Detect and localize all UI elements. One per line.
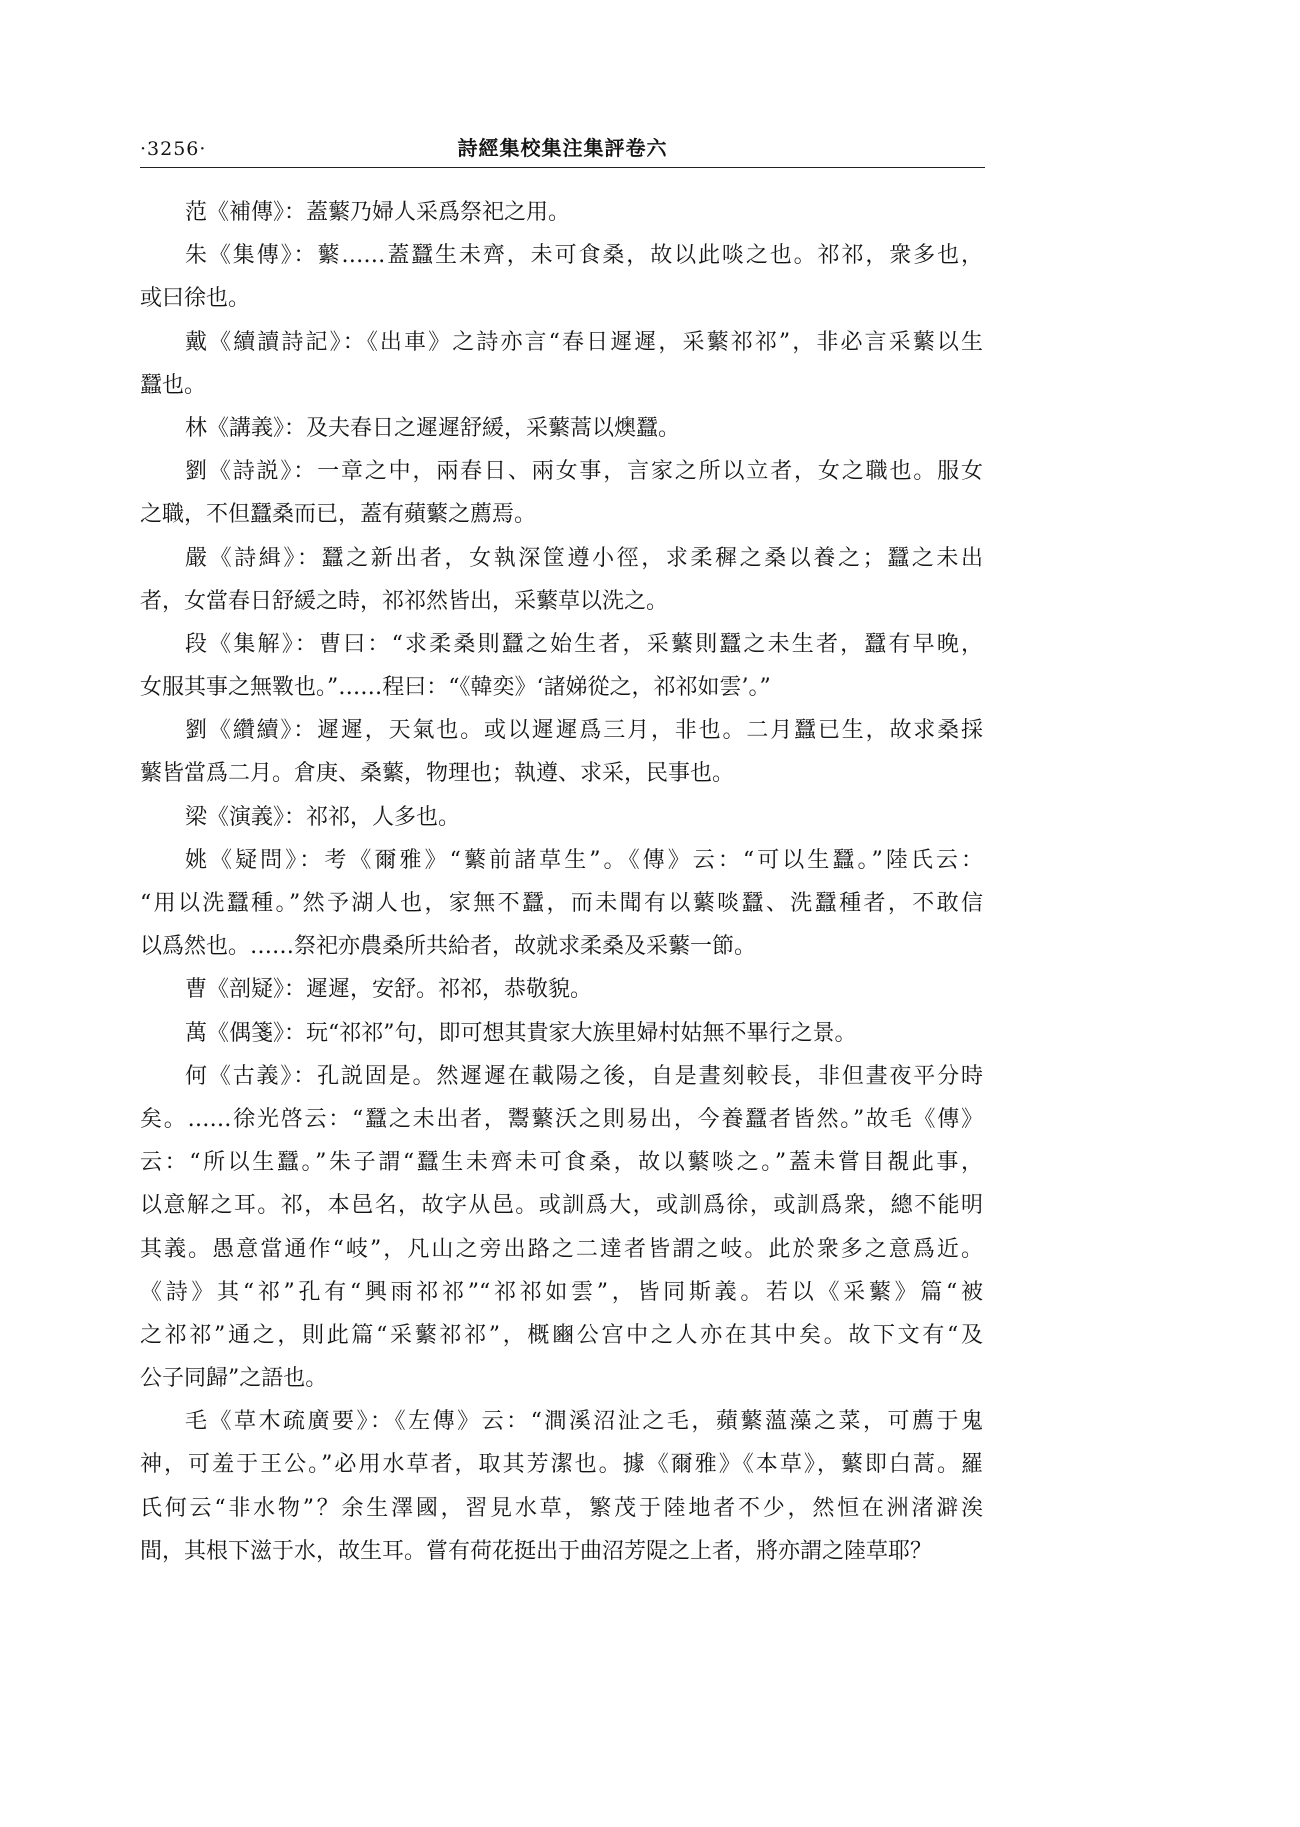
text-line: 其義。愚意當通作“岐”，凡山之旁出路之二達者皆謂之岐。此於衆多之意爲近。: [140, 1236, 983, 1262]
text-line: 毛《草木疏廣要》：《左傳》云：“澗溪沼沚之毛，蘋蘩薀藻之菜，可薦于鬼: [185, 1409, 983, 1435]
text-line: 公子同歸”之語也。: [140, 1366, 328, 1392]
commentary-entry: [140, 407, 983, 450]
text-line: 朱《集傳》：蘩……蓋蠶生未齊，未可食桑，故以此啖之也。祁祁，衆多也，: [185, 243, 983, 269]
text-line: 曹《剖疑》：遲遲，安舒。祁祁，恭敬貌。: [185, 977, 593, 1003]
text-line: 云：“所以生蠶。”朱子謂“蠶生未齊未可食桑，故以蘩啖之。”蓋未嘗目覩此事，: [140, 1150, 983, 1176]
text-line: 之職，不但蠶桑而已，蓋有蘋蘩之薦焉。: [140, 502, 537, 528]
commentary-entry: [140, 1400, 983, 1573]
commentary-entry: [140, 1012, 983, 1055]
text-line: 劉《詩説》：一章之中，兩春日、兩女事，言家之所以立者，女之職也。服女: [185, 459, 983, 485]
commentary-entry: [140, 321, 983, 407]
text-line: 神，可羞于王公。”必用水草者，取其芳潔也。據《爾雅》《本草》，蘩即白蒿。羅: [140, 1452, 983, 1478]
text-line: 以意解之耳。祁，本邑名，故字从邑。或訓爲大，或訓爲徐，或訓爲衆，總不能明: [140, 1193, 983, 1219]
text-line: 矣。……徐光啓云：“蠶之未出者，鬻蘩沃之則易出，今養蠶者皆然。”故毛《傳》: [140, 1106, 983, 1132]
text-line: 者，女當春日舒緩之時，祁祁然皆出，采蘩草以洗之。: [140, 588, 669, 614]
body-text: [140, 191, 983, 1573]
text-line: 梁《演義》：祁祁，人多也。: [185, 804, 461, 830]
commentary-entry: [140, 796, 983, 839]
running-title: 詩經集校集注集評卷六: [457, 136, 668, 160]
commentary-entry: [140, 537, 983, 623]
commentary-entry: [140, 191, 983, 234]
text-line: 姚《疑問》：考《爾雅》“蘩前諸草生”。《傳》云：“可以生蠶。”陸氏云：: [185, 847, 983, 873]
page-header: [140, 134, 985, 164]
commentary-entry: [140, 1055, 983, 1401]
text-line: 蘩皆當爲二月。倉庚、桑蘩，物理也；執遵、求采，民事也。: [140, 761, 735, 787]
text-line: 戴《續讀詩記》：《出車》之詩亦言“春日遲遲，采蘩祁祁”，非必言采蘩以生: [185, 329, 983, 355]
text-line: 《詩》其“祁”孔有“興雨祁祁”“祁祁如雲”，皆同斯義。若以《采蘩》篇“被: [140, 1279, 983, 1305]
text-line: 何《古義》：孔説固是。然遲遲在載陽之後，自是晝刻較長，非但晝夜平分時: [185, 1063, 983, 1089]
text-line: 間，其根下滋于水，故生耳。嘗有荷花挺出于曲沼芳隄之上者，將亦謂之陸草耶？: [140, 1538, 933, 1564]
text-line: 段《集解》：曹曰：“求柔桑則蠶之始生者，采蘩則蠶之未生者，蠶有早晚，: [185, 631, 983, 657]
text-line: 以爲然也。……祭祀亦農桑所共給者，故就求柔桑及采蘩一節。: [140, 934, 757, 960]
commentary-entry: [140, 968, 983, 1011]
text-line: 林《講義》：及夫春日之遲遲舒緩，采蘩蒿以燠蠶。: [185, 415, 681, 441]
text-line: 或曰徐也。: [140, 286, 251, 312]
text-line: 范《補傳》：蓋蘩乃婦人采爲祭祀之用。: [185, 200, 571, 225]
header-rule: [140, 167, 985, 168]
text-line: 女服其事之無斁也。”……程曰：“《韓奕》‘諸娣從之，祁祁如雲’。”: [140, 675, 771, 701]
page-number: ·3256·: [140, 138, 207, 160]
commentary-entry: [140, 450, 983, 536]
text-line: 氏何云“非水物”？余生澤國，習見水草，繁茂于陸地者不少，然恒在洲渚澼涘: [140, 1495, 983, 1521]
commentary-entry: [140, 709, 983, 795]
text-line: 之祁祁”通之，則此篇“采蘩祁祁”，概豳公宫中之人亦在其中矣。故下文有“及: [140, 1322, 983, 1348]
commentary-entry: [140, 234, 983, 320]
text-line: 劉《纘續》：遲遲，天氣也。或以遲遲爲三月，非也。二月蠶已生，故求桑採: [185, 718, 983, 744]
text-line: “用以洗蠶種。”然予湖人也，家無不蠶，而未聞有以蘩啖蠶、洗蠶種者，不敢信: [140, 891, 983, 916]
text-line: 嚴《詩緝》：蠶之新出者，女執深筐遵小徑，求柔穉之桑以養之；蠶之未出: [185, 545, 983, 571]
commentary-entry: [140, 623, 983, 709]
text-line: 蠶也。: [140, 372, 207, 398]
text-line: 萬《偶箋》：玩“祁祁”句，即可想其貴家大族里婦村姑無不畢行之景。: [185, 1020, 857, 1046]
commentary-entry: [140, 839, 983, 969]
